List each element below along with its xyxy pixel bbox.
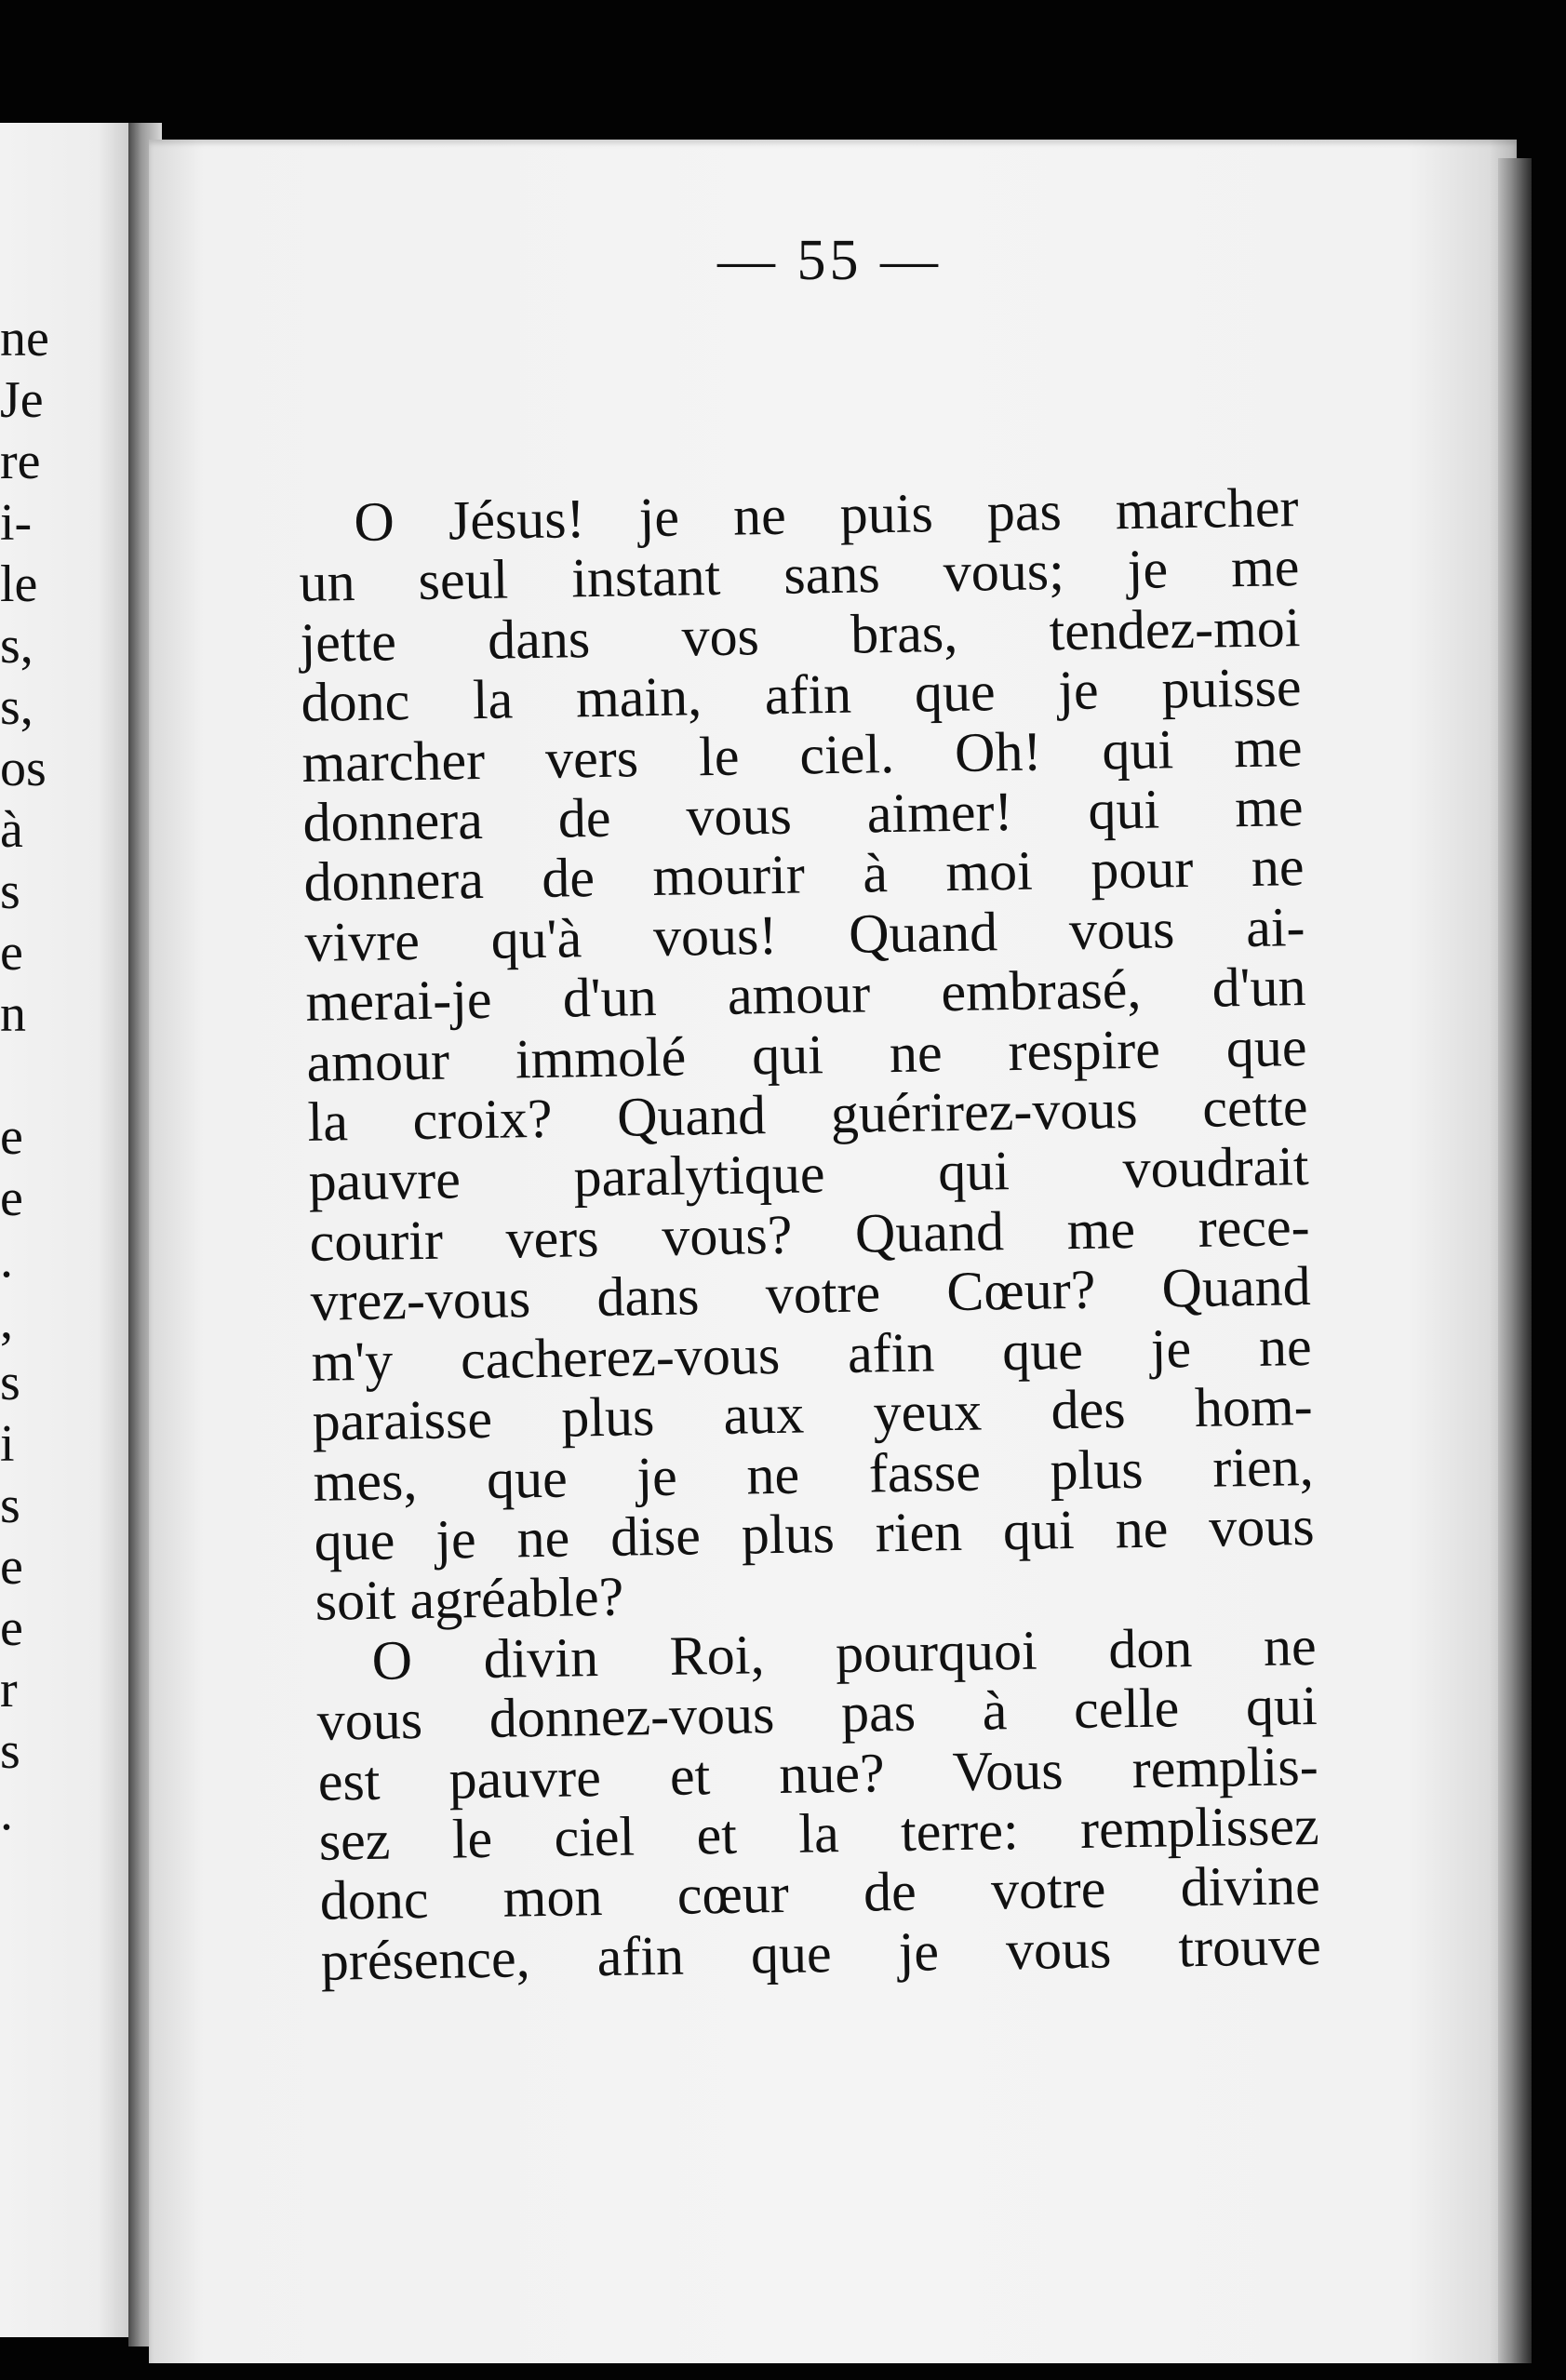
left-page-fragment: .	[0, 1784, 13, 1841]
left-page-fragment: i-	[0, 494, 33, 552]
text-line: que je ne dise plus rien qui ne vous	[314, 1494, 1316, 1572]
left-page-fragment: Je	[0, 371, 44, 429]
text-line: pauvre paralytique qui voudrait	[308, 1135, 1310, 1213]
text-line: jette dans vos bras, tendez-moi	[300, 595, 1301, 674]
text-line: sez le ciel et la terre: remplissez	[318, 1794, 1320, 1872]
text-line: présence, afin que je vous trouve	[320, 1914, 1322, 1992]
text-line: marcher vers le ciel. Oh! qui me	[301, 715, 1303, 794]
left-page-fragment: e	[0, 1170, 23, 1227]
text-line: donc mon cœur de votre divine	[319, 1854, 1321, 1932]
text-line: merai-je d'un amour embrasé, d'un	[305, 956, 1306, 1034]
page-number: — 55 —	[717, 229, 942, 292]
text-line: donnera de vous aimer! qui me	[302, 776, 1304, 853]
left-page-fragment: s	[0, 862, 20, 920]
page-edge-shadow	[1498, 158, 1532, 2363]
left-page-fragment: ne	[0, 310, 49, 368]
text-line: O Jésus! je ne puis pas marcher	[353, 476, 1299, 554]
text-line: est pauvre et nue? Vous remplis-	[317, 1734, 1319, 1812]
left-page-fragment: i	[0, 1415, 15, 1473]
left-page-fragment: s	[0, 1722, 20, 1780]
left-page-fragment: os	[0, 740, 47, 797]
left-page-fragment: s	[0, 1354, 20, 1411]
paragraph-2	[315, 1616, 1321, 1991]
left-page-fragment: e	[0, 1108, 23, 1166]
text-line: m'y cacherez-vous afin que je ne	[311, 1315, 1313, 1393]
text-line: vivre qu'à vous! Quand vous ai-	[304, 895, 1305, 973]
left-page-fragment: e	[0, 1599, 23, 1657]
text-line: soit agréable?	[315, 1565, 624, 1633]
left-page-fragment: n	[0, 985, 26, 1043]
text-line: un seul instant sans vous; je me	[298, 536, 1300, 614]
left-page-fragment: re	[0, 433, 41, 490]
left-page-fragment: le	[0, 555, 38, 613]
left-page-fragment: à	[0, 801, 23, 859]
text-line: la croix? Quand guérirez-vous cette	[307, 1076, 1309, 1153]
previous-page-edge	[0, 123, 140, 2337]
text-line: paraisse plus aux yeux des hom-	[312, 1375, 1314, 1452]
text-line: mes, que je ne fasse plus rien,	[313, 1435, 1315, 1513]
text-line: donnera de mourir à moi pour ne	[303, 836, 1305, 914]
left-page-fragment: ,	[0, 1292, 13, 1350]
left-page-fragment: .	[0, 1231, 13, 1289]
page-body-text	[298, 477, 1321, 1991]
left-page-fragment: r	[0, 1661, 18, 1718]
text-line: courir vers vous? Quand me rece-	[309, 1195, 1311, 1273]
text-line: vrez-vous dans votre Cœur? Quand	[310, 1255, 1312, 1333]
left-page-fragment: s	[0, 1477, 20, 1534]
text-line: O divin Roi, pourquoi don ne	[371, 1614, 1318, 1691]
text-line: amour immolé qui ne respire que	[306, 1015, 1307, 1093]
left-page-fragment: e	[0, 924, 23, 982]
left-page-fragment: s,	[0, 617, 33, 675]
text-line: donc la main, afin que je puisse	[301, 656, 1302, 734]
text-line: vous donnez-vous pas à celle qui	[316, 1675, 1318, 1752]
left-page-fragment: s,	[0, 678, 33, 736]
paragraph-1	[298, 477, 1316, 1631]
left-page-fragment: e	[0, 1538, 23, 1596]
